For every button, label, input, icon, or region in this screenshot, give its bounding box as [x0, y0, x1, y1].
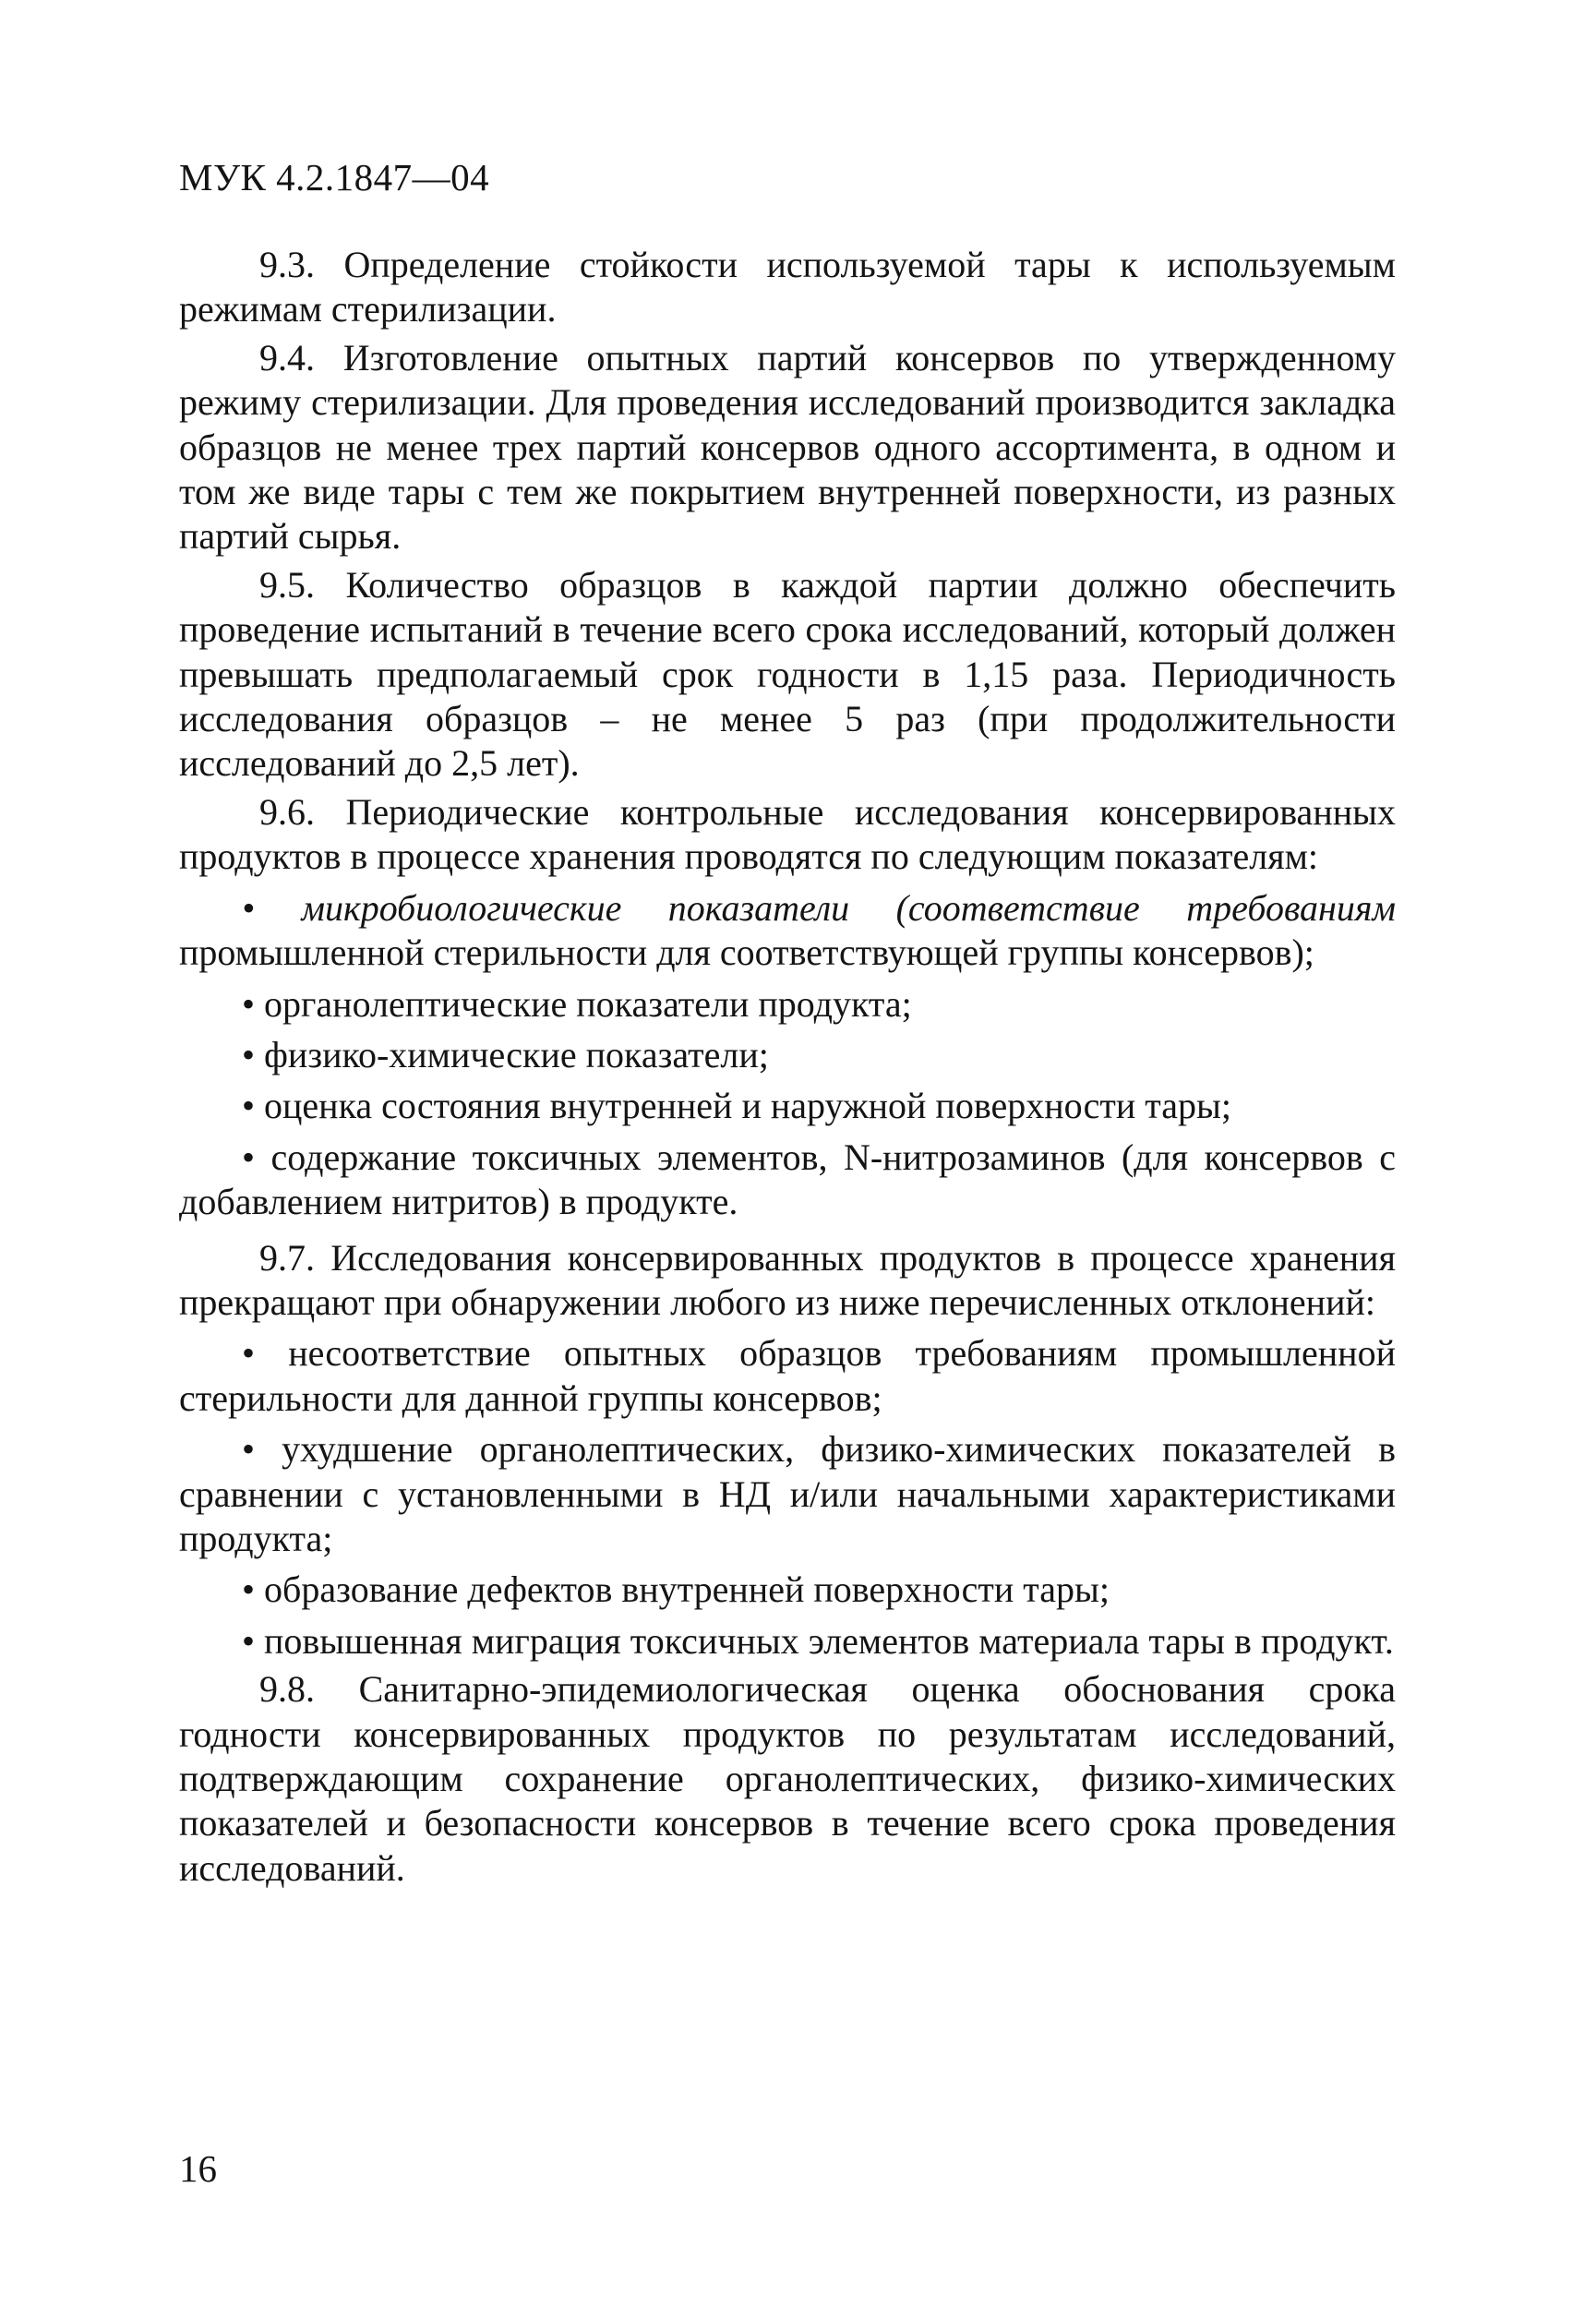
list-item [179, 1619, 1396, 1664]
bullet-icon: • [242, 1332, 256, 1375]
document-code-header: МУК 4.2.1847—04 [179, 156, 490, 198]
list-item-text: ухудшение органолептических, физико-химических показателей в сравнении с установленными в НД и/или начальными характеристиками продукта; [179, 1428, 1396, 1559]
list-item-text: образование дефектов внутренней поверхности тары; [264, 1568, 1110, 1611]
list-item [179, 1331, 1396, 1421]
bullet-icon: • [242, 1033, 256, 1075]
list-item [179, 982, 1396, 1027]
list-item-text: содержание токсичных элементов, N-нитрозаминов (для консервов с добавлением нитритов) в продукте. [179, 1135, 1397, 1223]
list-item [179, 1568, 1396, 1612]
list-item-italic-text: микробиологические показатели (соответствие требованиям [301, 886, 1396, 929]
page-number: 16 [179, 2147, 217, 2190]
list-item [179, 1135, 1396, 1225]
list-item-text: физико-химические показатели; [264, 1033, 769, 1075]
bullet-icon: • [242, 982, 256, 1025]
list-item [179, 1033, 1396, 1077]
bullet-icon: • [242, 886, 256, 929]
bullet-icon: • [242, 1619, 256, 1662]
bullet-icon: • [242, 1568, 256, 1611]
list-item [179, 886, 1396, 976]
list-item-text: оценка состояния внутренней и наружной поверхности тары; [264, 1085, 1231, 1127]
paragraph-9-4: 9.4. Изготовление опытных партий консервов по утвержденному режиму стерилизации. Для проведения исследований производится закладка образцов не менее трех партий консервов одного ассортимента, в одном и том же виде тары с тем же покрытием внутренней поверхности, из разных партий сырья. [179, 336, 1396, 558]
list-item-text: несоответствие опытных образцов требованиям промышленной стерильности для данной группы консервов; [179, 1332, 1396, 1419]
list-item-text: повышенная миграция токсичных элементов материала тары в продукт. [264, 1619, 1394, 1662]
paragraph-9-6: 9.6. Периодические контрольные исследования консервированных продуктов в процессе хранения проводятся по следующим показателям: [179, 790, 1396, 878]
list-item-text: промышленной стерильности для соответствующей группы консервов); [179, 931, 1314, 974]
bullet-icon: • [242, 1428, 256, 1471]
bullet-icon: • [242, 1085, 256, 1127]
paragraph-9-3: 9.3. Определение стойкости используемой тары к используемым режимам стерилизации. [179, 244, 1396, 330]
bullet-icon: • [242, 1135, 256, 1178]
page-body [179, 243, 1396, 1891]
list-item [179, 1427, 1396, 1561]
list-item [179, 1084, 1396, 1128]
paragraph-9-7: 9.7. Исследования консервированных продуктов в процессе хранения прекращают при обнаружении любого из ниже перечисленных отклонений: [179, 1236, 1396, 1323]
paragraph-9-8: 9.8. Санитарно-эпидемиологическая оценка обоснования срока годности консервированных продуктов по результатам исследований, подтверждающим сохранение органолептических, физико-химических показателей и безопасности консервов в течение всего срока проведения исследований. [179, 1668, 1396, 1889]
list-item-text: органолептические показатели продукта; [264, 982, 912, 1025]
paragraph-9-5: 9.5. Количество образцов в каждой партии должно обеспечить проведение испытаний в течение всего срока исследований, который должен превышать предполагаемый срок годности в 1,15 раза. Периодичность исследования образцов – не менее 5 раз (при продолжительности исследований до 2,5 лет). [179, 563, 1396, 785]
